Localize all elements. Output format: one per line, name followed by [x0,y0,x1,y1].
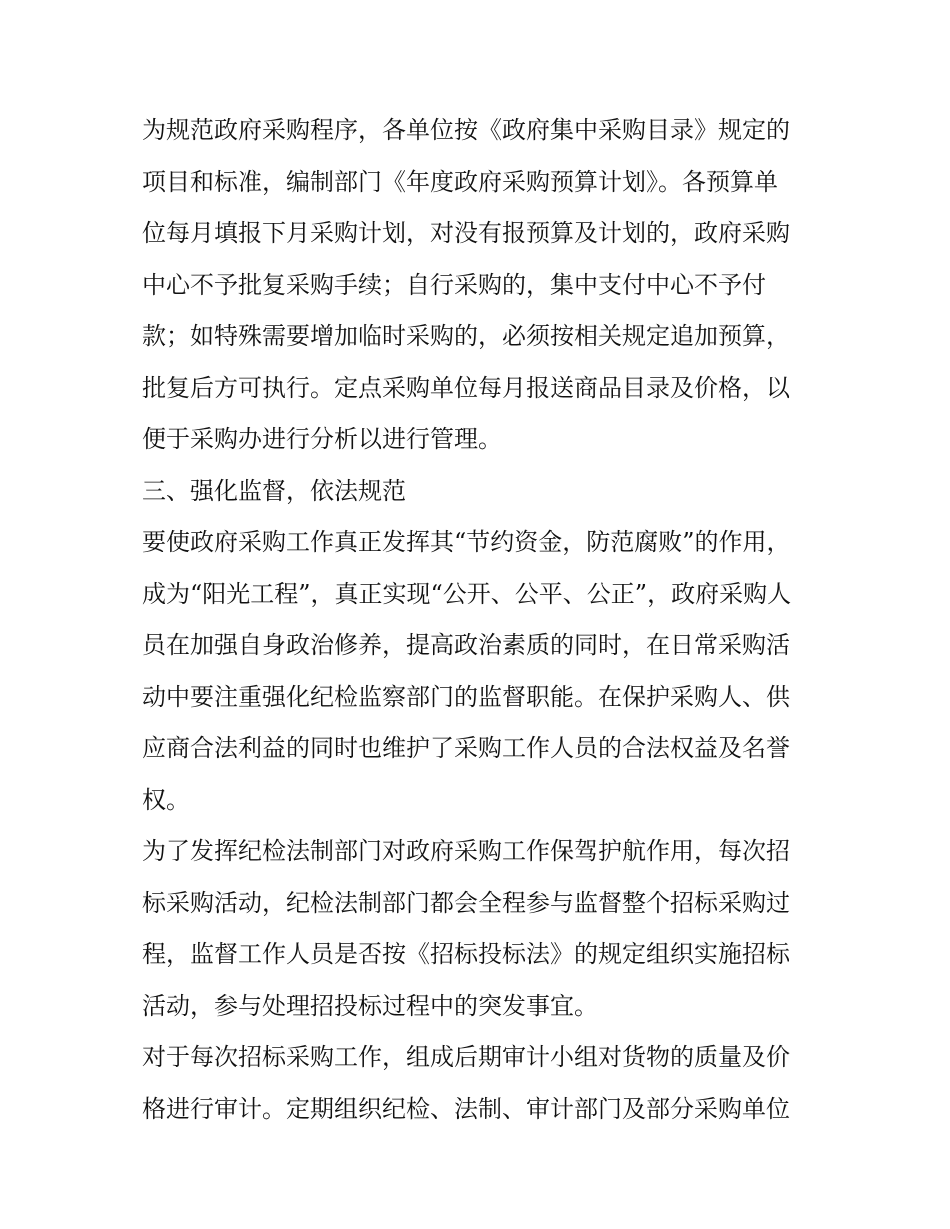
text-line: 便于采购办进行分析以进行管理。 [142,425,502,453]
text-line: 动中要注重强化纪检监察部门的监督职能。在保护采购人、供 [142,682,790,711]
text-line: 程，监督工作人员是否按《招标投标法》的规定组织实施招标 [142,940,790,968]
text-line: 为了发挥纪检法制部门对政府采购工作保驾护航作用，每次招 [142,837,790,865]
text-line: 项目和标准，编制部门《年度政府采购预算计划》。各预算单 [142,167,778,196]
text-line: 活动，参与处理招投标过程中的突发事宜。 [142,991,598,1020]
text-line: 位每月填报下月采购计划，对没有报预算及计划的，政府采购 [142,219,790,247]
text-line: 对于每次招标采购工作，组成后期审计小组对货物的质量及价 [142,1043,790,1071]
text-line: 要使政府采购工作真正发挥其“节约资金，防范腐败”的作用， [142,528,791,556]
section-heading: 三、强化监督，依法规范 [142,476,406,505]
text-line: 权。 [142,785,190,814]
text-line: 应商合法利益的同时也维护了采购工作人员的合法权益及名誉 [142,734,790,762]
text-line: 中心不予批复采购手续；自行采购的，集中支付中心不予付 [142,270,766,299]
text-line: 格进行审计。定期组织纪检、法制、审计部门及部分采购单位 [142,1094,790,1123]
text-line: 员在加强自身政治修养，提高政治素质的同时，在日常采购活 [142,631,790,659]
text-line: 款；如特殊需要增加临时采购的，必须按相关规定追加预算， [142,322,790,350]
text-line: 为规范政府采购程序，各单位按《政府集中采购目录》规定的 [142,116,790,144]
document-body [142,105,822,1135]
text-line: 成为“阳光工程”，真正实现“公开、公平、公正”，政府采购人 [142,579,792,608]
text-line: 标采购活动，纪检法制部门都会全程参与监督整个招标采购过 [142,888,790,917]
text-line: 批复后方可执行。定点采购单位每月报送商品目录及价格，以 [142,373,790,402]
